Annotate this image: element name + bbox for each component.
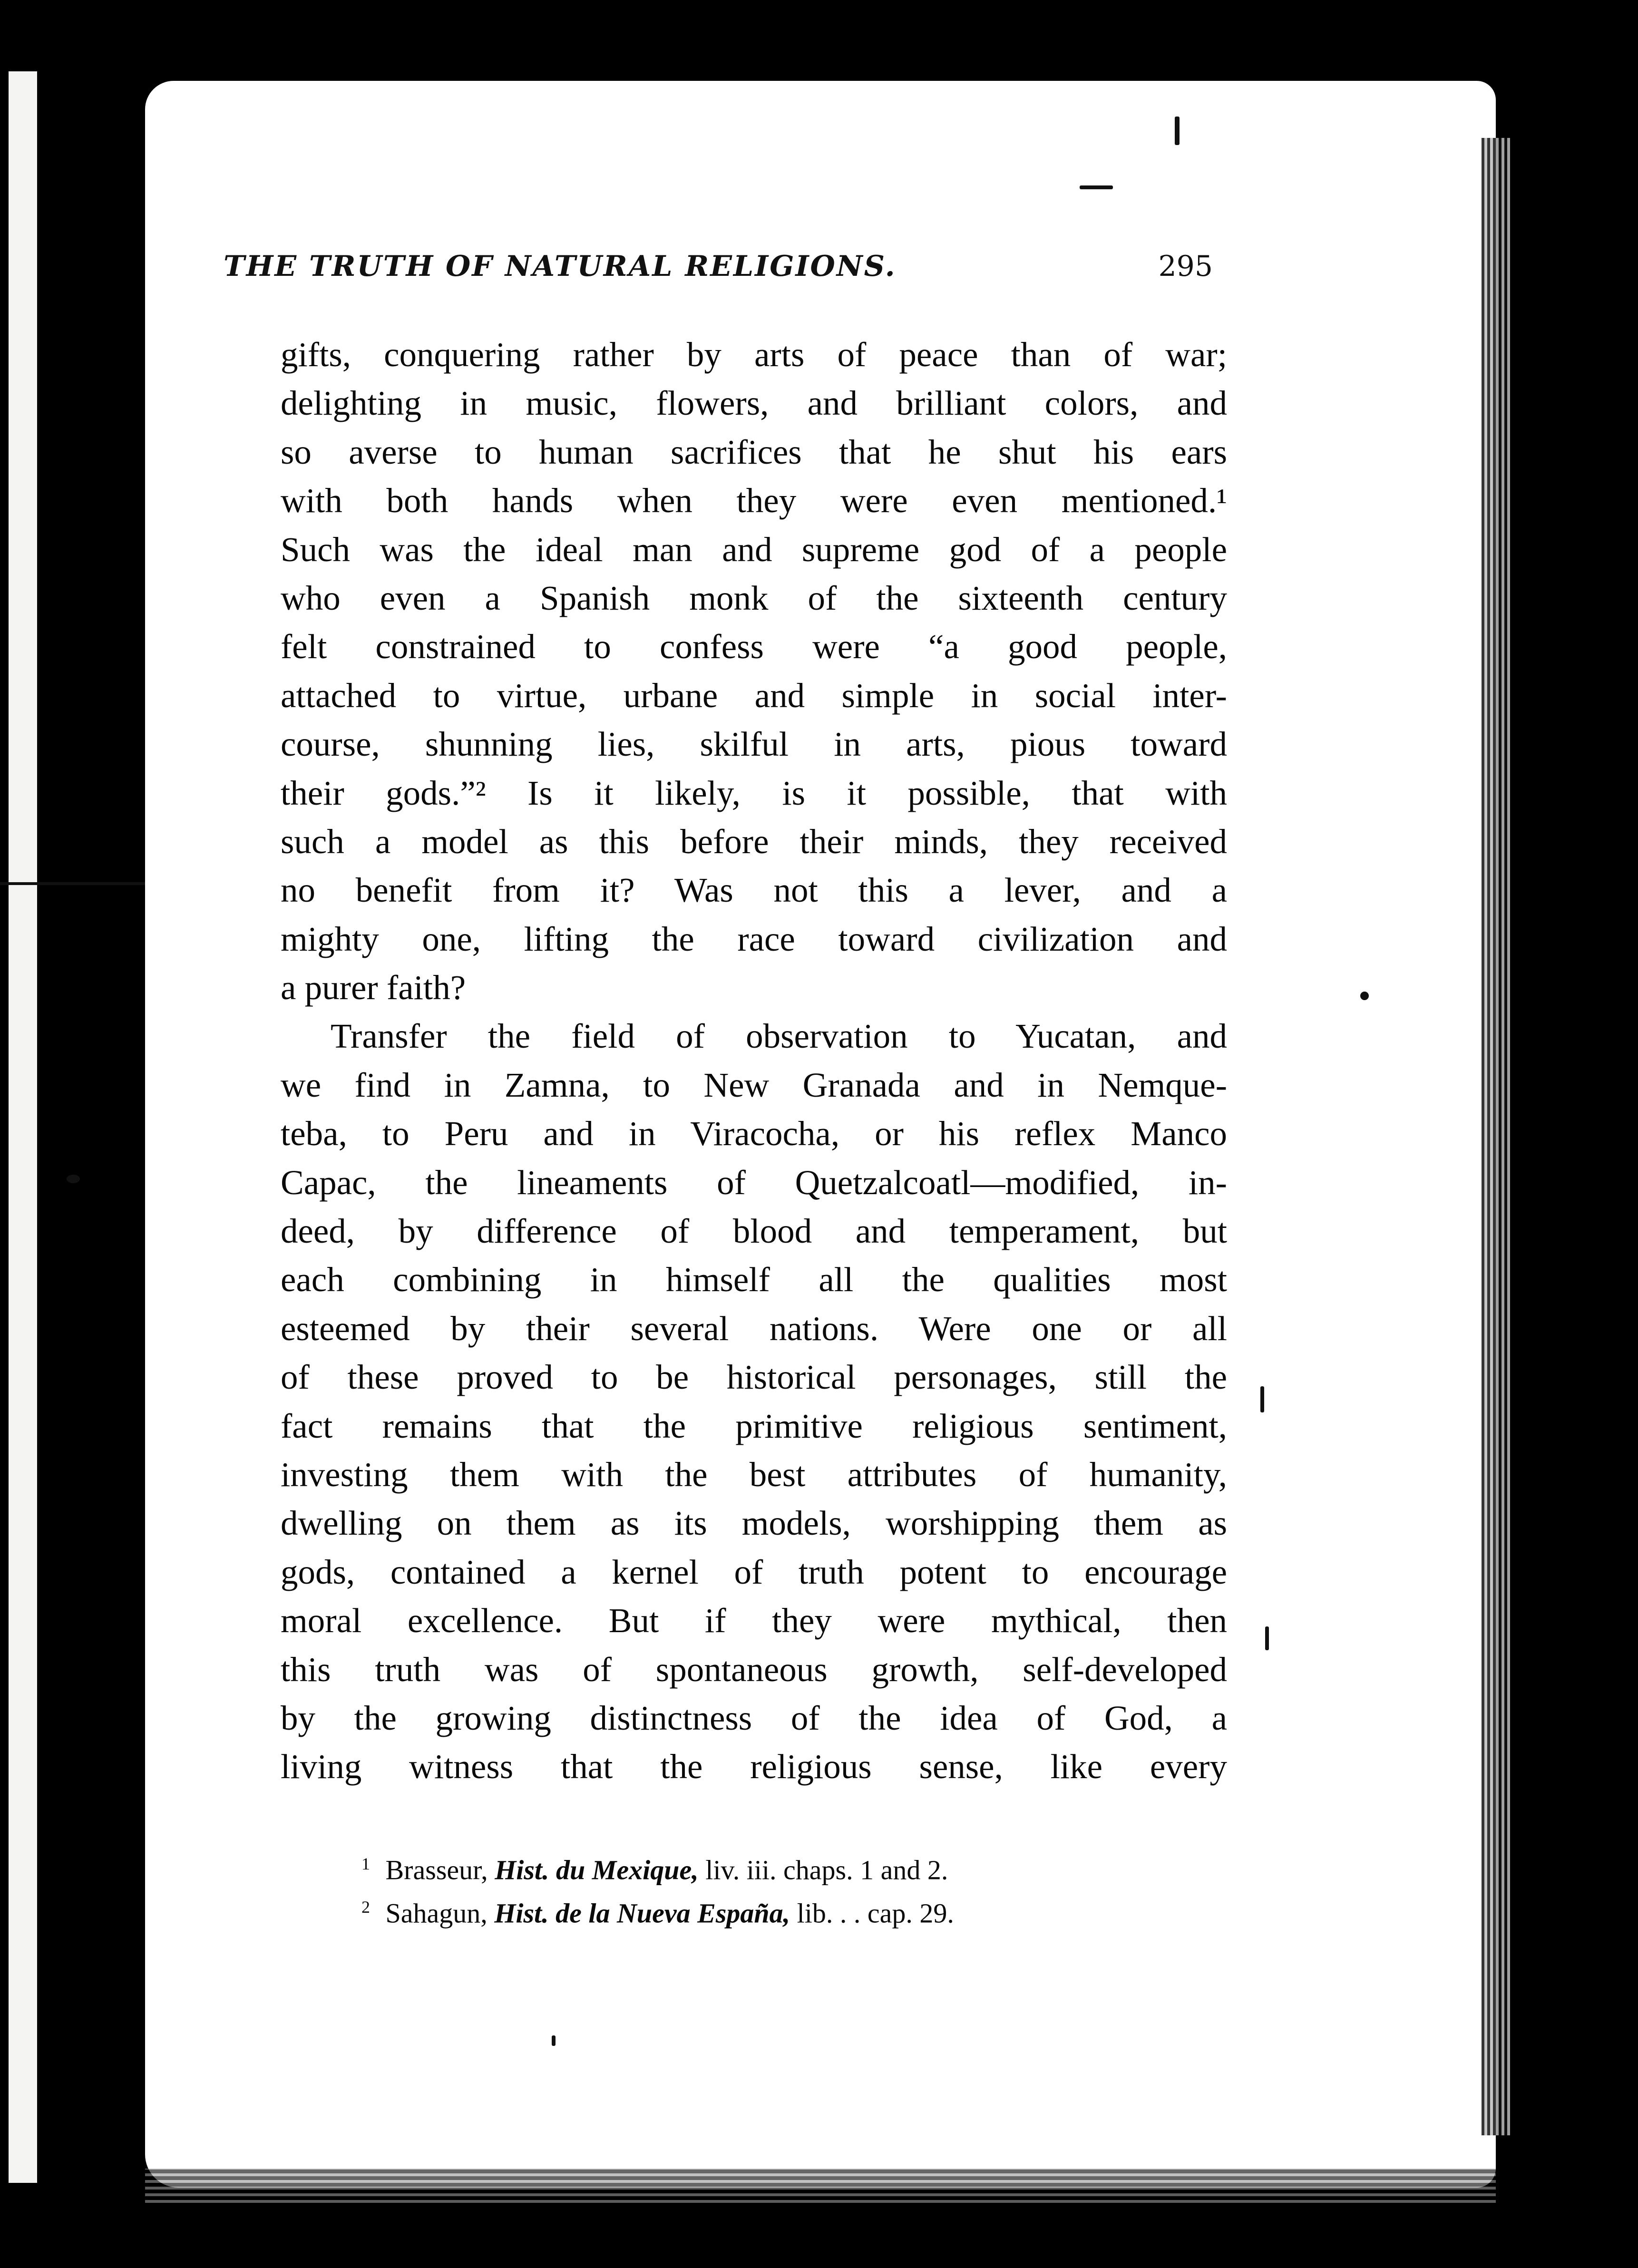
body-text <box>281 331 1227 1791</box>
page-right-edge-shading <box>1482 138 1510 2135</box>
text-line: Transfer the field of observation to Yucatan, and <box>331 1017 1227 1056</box>
footnote <box>361 1845 1265 1888</box>
text-line: their gods.”² Is it likely, is it possible, that with <box>281 773 1227 812</box>
text-line: attached to virtue, urbane and simple in social inter- <box>281 676 1227 715</box>
footnote-author: Sahagun, <box>385 1898 488 1929</box>
scan-speck <box>1265 1626 1269 1650</box>
footnote-marker: 1 <box>361 1854 370 1873</box>
footnote-title: Hist. du Mexique, <box>495 1854 699 1886</box>
footnote-author: Brasseur, <box>385 1854 488 1886</box>
text-line: moral excellence. But if they were mythical, then <box>281 1601 1227 1640</box>
scan-speck <box>67 1175 80 1183</box>
scan-speck <box>1260 1386 1264 1412</box>
text-line: living witness that the religious sense, like every <box>281 1747 1227 1786</box>
footnote-reference: liv. iii. chaps. 1 and 2. <box>705 1854 948 1886</box>
text-line: teba, to Peru and in Viracocha, or his reflex Manco <box>281 1114 1227 1153</box>
footnote-marker: 2 <box>361 1898 370 1917</box>
scan-speck <box>552 2035 556 2046</box>
text-line: of these proved to be historical personages, still the <box>281 1358 1227 1397</box>
page-header <box>224 250 1213 292</box>
left-page-edge <box>0 0 100 2268</box>
text-line: deed, by difference of blood and temperament, but <box>281 1212 1227 1251</box>
text-line: with both hands when they were even mentioned.¹ <box>281 481 1227 520</box>
text-line: gifts, conquering rather by arts of peace than of war; <box>281 335 1227 374</box>
text-line: mighty one, lifting the race toward civilization and <box>281 919 1227 958</box>
text-line: gods, contained a kernel of truth potent to encourage <box>281 1552 1227 1591</box>
text-line: we find in Zamna, to New Granada and in Nemque- <box>281 1065 1227 1104</box>
text-line: each combining in himself all the qualities most <box>281 1260 1227 1299</box>
scan-speck <box>1080 185 1113 189</box>
text-line: esteemed by their several nations. Were one or all <box>281 1309 1227 1348</box>
text-line: by the growing distinctness of the idea of God, a <box>281 1698 1227 1737</box>
text-line: felt constrained to confess were “a good people, <box>281 627 1227 666</box>
text-line: fact remains that the primitive religious sentiment, <box>281 1406 1227 1445</box>
text-line: no benefit from it? Was not this a lever, and a <box>281 871 1227 910</box>
text-line: such a model as this before their minds, they received <box>281 822 1227 861</box>
text-line: dwelling on them as its models, worshipping them as <box>281 1504 1227 1543</box>
page-bottom-edge-shading <box>145 2169 1496 2207</box>
text-line: Capac, the lineaments of Quetzalcoatl—modified, in- <box>281 1163 1227 1202</box>
footnote-reference: lib. . . cap. 29. <box>797 1898 954 1929</box>
text-line: investing them with the best attributes of humanity, <box>281 1455 1227 1494</box>
text-line: course, shunning lies, skilful in arts, pious toward <box>281 725 1227 764</box>
text-line: who even a Spanish monk of the sixteenth century <box>281 578 1227 617</box>
footnotes <box>361 1845 1265 1932</box>
footnote <box>361 1888 1265 1932</box>
running-head: THE TRUTH OF NATURAL RELIGIONS. <box>224 250 897 283</box>
text-line: Such was the ideal man and supreme god of a people <box>281 530 1227 569</box>
footnote-title: Hist. de la Nueva España, <box>494 1898 790 1929</box>
text-line: this truth was of spontaneous growth, self-developed <box>281 1650 1227 1689</box>
text-line: delighting in music, flowers, and brilliant colors, and <box>281 384 1227 423</box>
text-line: a purer faith? <box>281 968 466 1007</box>
facing-page-sliver <box>9 71 37 2183</box>
text-line: so averse to human sacrifices that he shut his ears <box>281 432 1227 471</box>
scan-speck <box>1175 117 1180 145</box>
scan-speck <box>1360 992 1369 1000</box>
page-number: 295 <box>1158 250 1213 283</box>
